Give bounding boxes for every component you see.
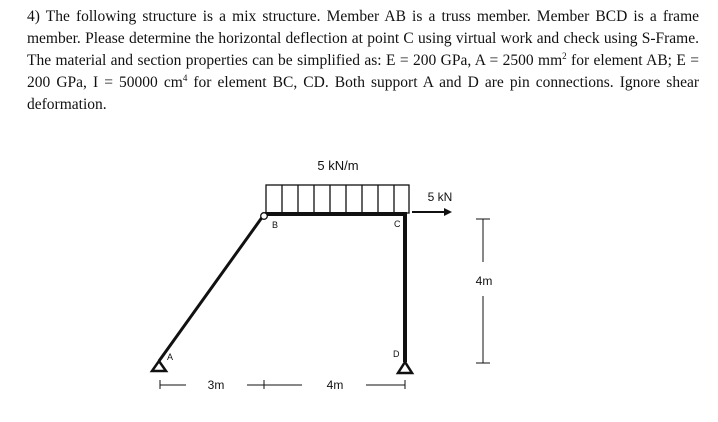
node-d-label: D <box>393 349 400 359</box>
node-c-label: C <box>394 219 401 229</box>
unit-exponent-area: 2 <box>562 51 567 61</box>
point-load-arrow <box>412 208 452 216</box>
dimension-bc-label: 4m <box>326 378 344 392</box>
problem-text-part3: for element BC, CD. Both support A and D are pin connections. Ignore shear deformation. <box>27 74 699 113</box>
node-b-label: B <box>272 220 279 230</box>
hinge-b <box>261 213 268 220</box>
node-a-label: A <box>167 352 174 362</box>
pin-support-a <box>152 361 166 371</box>
problem-text-part1: 4) The following structure is a mix structure. Member AB is a truss member. Member BCD is a frame member. Please determine the horizontal deflection at point C using virtual work and check using S-Frame. The material and section properties can be simplified as: E = 200 GPa, A = 2500 mm <box>27 8 699 69</box>
distributed-load <box>266 185 409 213</box>
point-load-label: 5 kN <box>427 190 453 204</box>
base-dimension <box>160 380 405 389</box>
member-ab <box>159 216 263 361</box>
pin-support-d <box>398 362 412 373</box>
height-dimension <box>476 219 490 363</box>
distributed-load-label: 5 kN/m <box>317 158 359 173</box>
problem-text-part2: for element AB; E = 200 GPa, I = 50000 cm <box>27 52 699 91</box>
dimension-ab-label: 3m <box>207 378 225 392</box>
unit-exponent-inertia: 4 <box>182 73 188 83</box>
height-dimension-label: 4m <box>475 274 493 288</box>
